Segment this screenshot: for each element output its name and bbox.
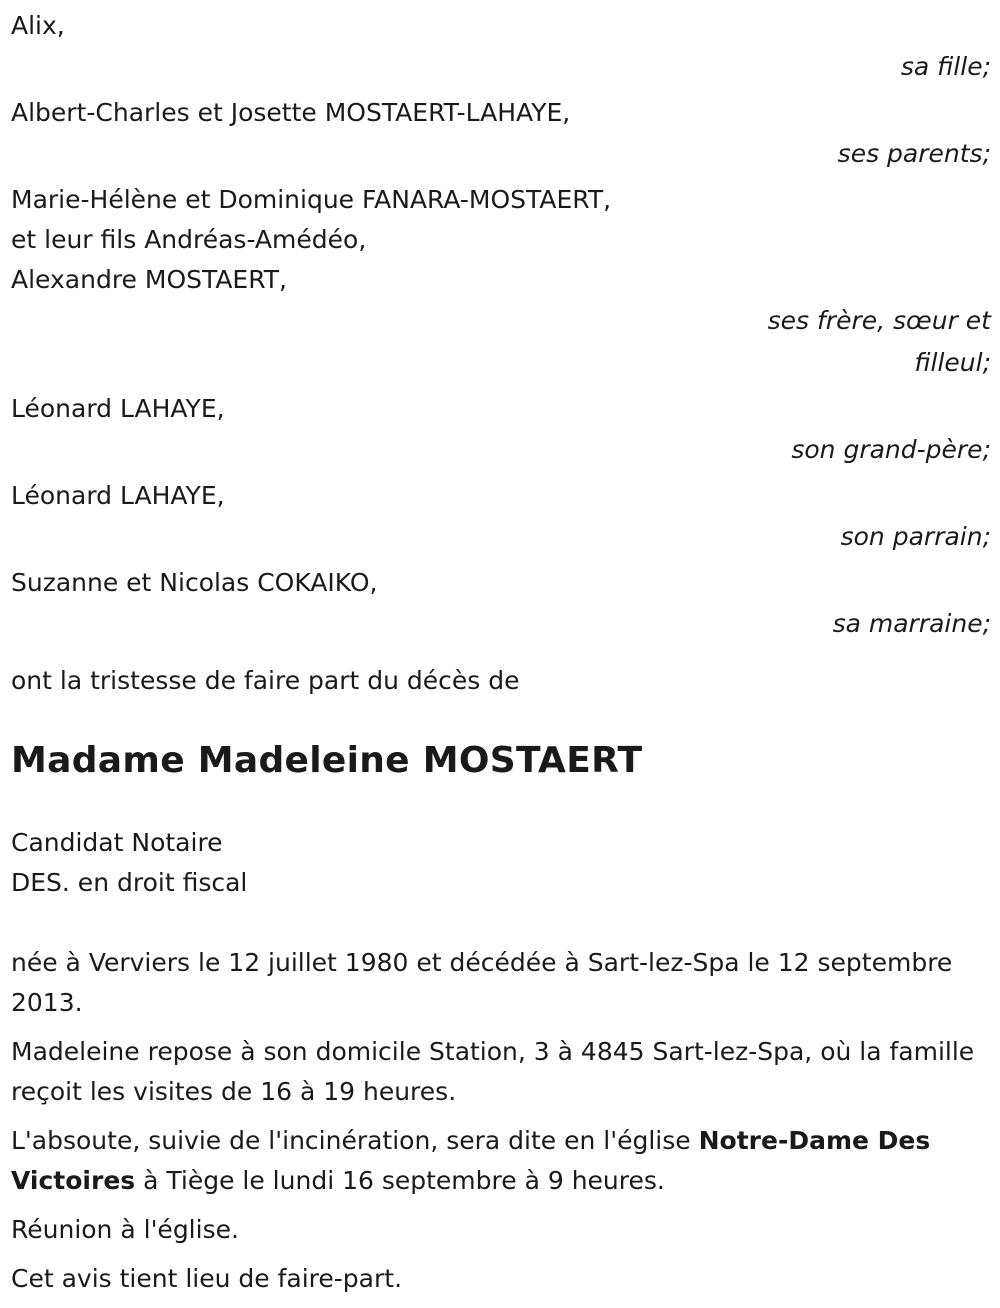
family-relation: son parrain; — [840, 522, 991, 551]
notice-text: Cet avis tient lieu de faire-part. — [11, 1264, 403, 1293]
family-group-siblings — [11, 180, 991, 384]
family-relation: ses frère, sœur et — [767, 306, 991, 335]
family-group-daughter — [11, 6, 991, 88]
family-list — [11, 6, 991, 645]
family-names: et leur fils Andréas-Amédéo, — [11, 225, 367, 254]
family-names: Alexandre MOSTAERT, — [11, 265, 287, 294]
title-line: DES. en droit fiscal — [11, 868, 248, 897]
family-names: Albert-Charles et Josette MOSTAERT-LAHAYE, — [11, 98, 571, 127]
ceremony-after: à Tiège le lundi 16 septembre à 9 heures. — [135, 1166, 665, 1195]
family-names: Suzanne et Nicolas COKAIKO, — [11, 568, 378, 597]
family-relation: son grand-père; — [791, 435, 991, 464]
family-names: Marie-Hélène et Dominique FANARA-MOSTAERT, — [11, 185, 612, 214]
family-names: Alix, — [11, 11, 65, 40]
family-relation: sa marraine; — [832, 609, 991, 638]
ceremony-text — [11, 1121, 991, 1201]
family-relation: filleul; — [914, 348, 991, 377]
family-relation: sa fille; — [900, 52, 991, 81]
family-group-grandfather — [11, 389, 991, 471]
family-names: Léonard LAHAYE, — [11, 481, 225, 510]
birth-death-text: née à Verviers le 12 juillet 1980 et décédée à Sart-lez-Spa le 12 septembre 2013. — [11, 948, 953, 1017]
announcement-text: ont la tristesse de faire part du décès de — [11, 666, 520, 695]
deceased-titles — [11, 823, 991, 903]
meeting-text: Réunion à l'église. — [11, 1215, 239, 1244]
repose-text: Madeleine repose à son domicile Station, 3 à 4845 Sart-lez-Spa, où la famille reçoit les visites de 16 à 19 heures. — [11, 1037, 975, 1106]
obituary-notice — [11, 6, 991, 1308]
family-group-godfather — [11, 476, 991, 558]
title-line: Candidat Notaire — [11, 828, 223, 857]
family-group-parents — [11, 93, 991, 175]
ceremony-before: L'absoute, suivie de l'incinération, sera dite en l'église — [11, 1126, 699, 1155]
family-relation: ses parents; — [837, 139, 991, 168]
church-name: Notre-Dame Des Victoires — [11, 1126, 931, 1195]
family-names: Léonard LAHAYE, — [11, 394, 225, 423]
family-group-godmother — [11, 563, 991, 645]
deceased-name: Madame Madeleine MOSTAERT — [11, 740, 643, 781]
